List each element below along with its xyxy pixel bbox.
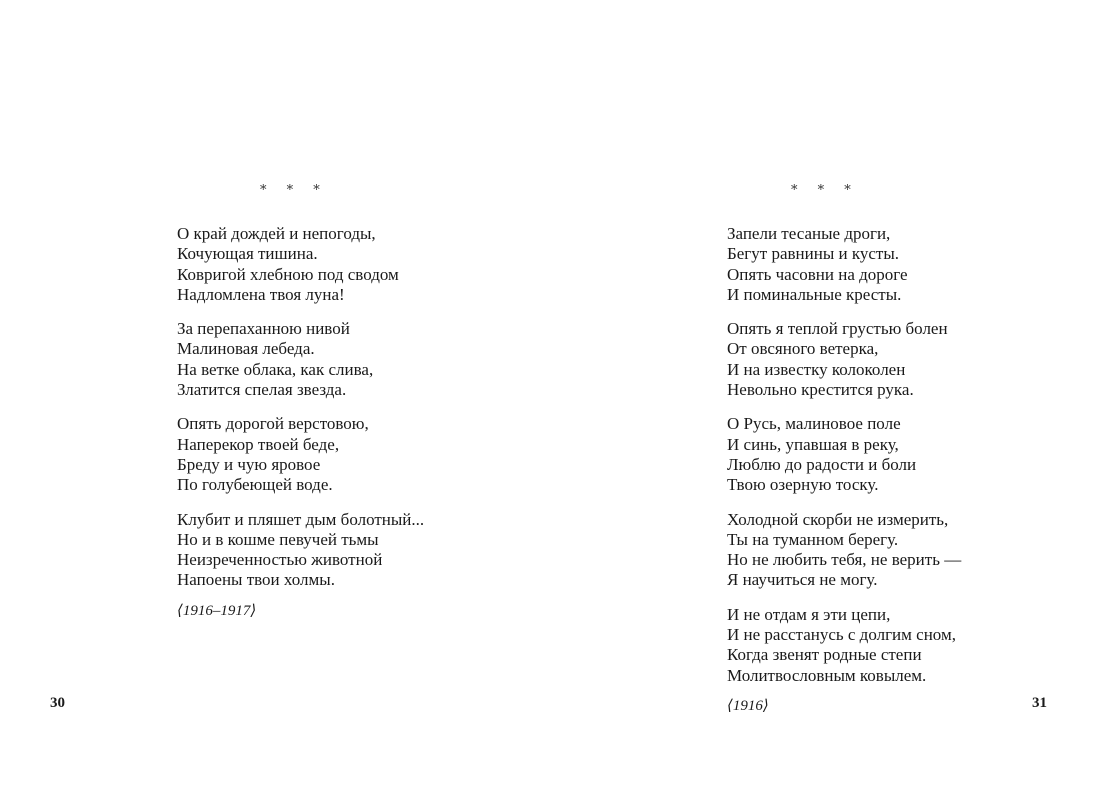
poem bbox=[177, 224, 424, 621]
poem-line: Неизреченностью животной bbox=[177, 550, 383, 570]
poem-line: Опять я теплой грустью болен bbox=[727, 319, 948, 339]
poem-line: На ветке облака, как слива, bbox=[177, 359, 374, 379]
stanza bbox=[727, 319, 961, 400]
poem-line: От овсяного ветерка, bbox=[727, 339, 879, 359]
poem-line: О край дождей и непогоды, bbox=[177, 224, 376, 243]
poem-line: И поминальные кресты. bbox=[727, 284, 902, 304]
poem-line: Малиновая лебеда. bbox=[177, 339, 315, 359]
stanza bbox=[727, 605, 961, 686]
poem-separator: * * * bbox=[791, 183, 859, 198]
poem-line: Когда звенят родные степи bbox=[727, 645, 922, 665]
poem-line: Кочующая тишина. bbox=[177, 244, 318, 264]
poem-line: Опять часовни на дороге bbox=[727, 264, 908, 284]
stanza bbox=[727, 224, 961, 305]
poem-line: Холодной скорби не измерить, bbox=[727, 509, 949, 529]
poem-line: Запели тесаные дроги, bbox=[727, 224, 891, 243]
poem-line: Невольно крестится рука. bbox=[727, 380, 914, 400]
poem-line: Надломлена твоя луна! bbox=[177, 284, 345, 304]
poem-line: За перепаханною нивой bbox=[177, 319, 350, 339]
poem-line: Но и в кошме певучей тьмы bbox=[177, 529, 379, 549]
stanza bbox=[727, 510, 961, 591]
poem bbox=[727, 224, 961, 716]
page-number: 31 bbox=[1032, 695, 1047, 711]
right-page bbox=[550, 0, 1100, 789]
poem-line: Клубит и пляшет дым болотный... bbox=[177, 509, 425, 529]
stanza bbox=[177, 224, 424, 305]
poem-line: Я научиться не могу. bbox=[727, 570, 878, 590]
stanza bbox=[177, 414, 424, 495]
poem-line: Но не любить тебя, не верить — bbox=[727, 550, 962, 570]
poem-line: Бегут равнины и кусты. bbox=[727, 244, 900, 264]
stanza bbox=[727, 414, 961, 495]
poem-line: Напоены твои холмы. bbox=[177, 570, 335, 590]
poem-line: Златится спелая звезда. bbox=[177, 380, 347, 400]
poem-line: О Русь, малиновое поле bbox=[727, 414, 901, 434]
stanza bbox=[177, 510, 424, 591]
poem-line: И не отдам я эти цепи, bbox=[727, 604, 891, 624]
stanza bbox=[177, 319, 424, 400]
poem-line: Наперекор твоей беде, bbox=[177, 434, 340, 454]
poem-line: И не расстанусь с долгим сном, bbox=[727, 625, 956, 645]
poem-line: Молитвословным ковылем. bbox=[727, 665, 927, 685]
poem-line: Ковригой хлебною под сводом bbox=[177, 264, 399, 284]
poem-line: И на известку колоколен bbox=[727, 359, 906, 379]
poem-date: ⟨1916–1917⟩ bbox=[177, 602, 257, 619]
poem-separator: * * * bbox=[260, 183, 328, 198]
poem-line: И синь, упавшая в реку, bbox=[727, 434, 899, 454]
poem-date: ⟨1916⟩ bbox=[727, 697, 769, 714]
poem-line: Бреду и чую яровое bbox=[177, 454, 321, 474]
poem-line: Твою озерную тоску. bbox=[727, 475, 879, 495]
poem-line: Люблю до радости и боли bbox=[727, 454, 917, 474]
page-number: 30 bbox=[50, 695, 65, 711]
poem-line: По голубеющей воде. bbox=[177, 475, 333, 495]
poem-line: Ты на туманном берегу. bbox=[727, 529, 899, 549]
poem-line: Опять дорогой верстовою, bbox=[177, 414, 369, 434]
